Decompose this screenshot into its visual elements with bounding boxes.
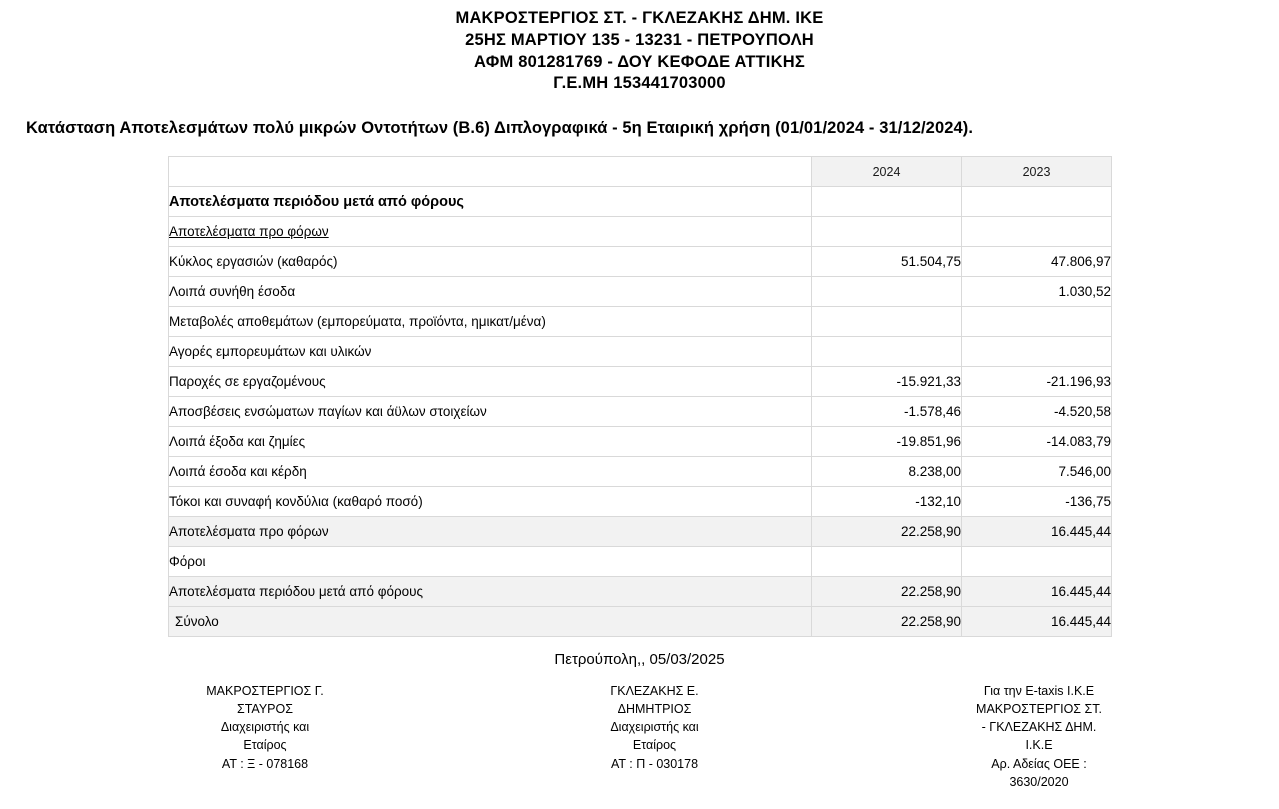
company-name: ΜΑΚΡΟΣΤΕΡΓΙΟΣ ΣΤ. - ΓΚΛΕΖΑΚΗΣ ΔΗΜ. ΙΚΕ [455, 9, 824, 27]
signature-block-right [929, 682, 1149, 791]
table-row [169, 307, 1112, 337]
row-label: Αποτελέσματα περιόδου μετά από φόρους [169, 187, 812, 217]
row-label: Μεταβολές αποθεμάτων (εμπορεύματα, προϊόντα, ημικατ/μένα) [169, 307, 812, 337]
company-tax-info: ΑΦΜ 801281769 - ΔΟΥ ΚΕΦΟΔΕ ΑΤΤΙΚΗΣ [474, 52, 805, 71]
row-label: Παροχές σε εργαζομένους [169, 367, 812, 397]
column-header-year-2024: 2024 [812, 157, 962, 187]
row-label: Σύνολο [169, 607, 812, 637]
accountant-firm-line3: - ΓΚΛΕΖΑΚΗΣ ΔΗΜ. [981, 720, 1097, 735]
company-header [0, 0, 1279, 95]
company-gemi: Γ.Ε.ΜΗ 153441703000 [553, 74, 726, 93]
accountant-firm-line4: I.K.E [1025, 738, 1053, 753]
signatory-role-line1: Διαχειριστής και [610, 720, 699, 735]
row-value-2024: -1.578,46 [812, 397, 962, 427]
signatory-role-line2: Εταίρος [632, 738, 677, 753]
table-row [169, 517, 1112, 547]
row-value-2023: 1.030,52 [962, 277, 1112, 307]
row-label: Αποτελέσματα προ φόρων [169, 517, 812, 547]
column-header-label [169, 157, 812, 187]
table-row [169, 277, 1112, 307]
row-value-2024: -15.921,33 [812, 367, 962, 397]
table-header-row [169, 157, 1112, 187]
row-label: Λοιπά έσοδα και κέρδη [169, 457, 812, 487]
table-row [169, 487, 1112, 517]
table-row [169, 217, 1112, 247]
row-label: Αποτελέσματα περιόδου μετά από φόρους [169, 577, 812, 607]
table-row [169, 187, 1112, 217]
signatory-name-line2: ΔΗΜΗΤΡΙΟΣ [617, 702, 692, 717]
row-value-2023 [962, 337, 1112, 367]
row-label: Κύκλος εργασιών (καθαρός) [169, 247, 812, 277]
row-value-2023: -4.520,58 [962, 397, 1112, 427]
accountant-license-label: Αρ. Αδείας ΟΕΕ : [991, 756, 1087, 771]
row-label: Αγορές εμπορευμάτων και υλικών [169, 337, 812, 367]
row-value-2024: 51.504,75 [812, 247, 962, 277]
signatory-name-line2: ΣΤΑΥΡΟΣ [237, 702, 293, 717]
financial-table-wrapper [0, 156, 1279, 637]
signatory-role-line2: Εταίρος [243, 738, 287, 753]
row-value-2023 [962, 217, 1112, 247]
table-row [169, 547, 1112, 577]
row-value-2023: -14.083,79 [962, 427, 1112, 457]
table-body [169, 187, 1112, 637]
row-label: Τόκοι και συναφή κονδύλια (καθαρό ποσό) [169, 487, 812, 517]
row-value-2023: 7.546,00 [962, 457, 1112, 487]
row-value-2024 [812, 187, 962, 217]
financial-table [168, 156, 1112, 637]
accountant-license-number: 3630/2020 [1009, 774, 1069, 789]
row-label: Λοιπά έξοδα και ζημίες [169, 427, 812, 457]
signatory-name-line1: ΜΑΚΡΟΣΤΕΡΓΙΟΣ Γ. [206, 684, 324, 699]
table-row [169, 247, 1112, 277]
column-header-year-2023: 2023 [962, 157, 1112, 187]
row-value-2024: -132,10 [812, 487, 962, 517]
row-value-2024: 22.258,90 [812, 517, 962, 547]
place-and-date: Πετρούπολη,, 05/03/2025 [554, 651, 725, 669]
table-row [169, 577, 1112, 607]
signature-block-center [540, 682, 770, 791]
row-value-2023: -136,75 [962, 487, 1112, 517]
signatory-name-line1: ΓΚΛΕΖΑΚΗΣ Ε. [610, 684, 699, 699]
row-value-2023: 16.445,44 [962, 577, 1112, 607]
company-address: 25ΗΣ ΜΑΡΤΙΟΥ 135 - 13231 - ΠΕΤΡΟΥΠΟΛΗ [465, 30, 814, 49]
row-value-2024: -19.851,96 [812, 427, 962, 457]
row-value-2023: 16.445,44 [962, 517, 1112, 547]
table-row [169, 337, 1112, 367]
row-value-2024 [812, 337, 962, 367]
row-value-2024: 8.238,00 [812, 457, 962, 487]
statement-title: Κατάσταση Αποτελεσμάτων πολύ μικρών Οντοτήτων (Β.6) Διπλογραφικά - 5η Εταιρική χρήση (01/01/2024 - 31/12/2024). [26, 119, 974, 138]
table-row [169, 367, 1112, 397]
row-value-2024: 22.258,90 [812, 607, 962, 637]
row-label: Φόροι [169, 547, 812, 577]
row-value-2023 [962, 187, 1112, 217]
table-row [169, 607, 1112, 637]
row-label: Αποτελέσματα προ φόρων [169, 217, 812, 247]
row-value-2024 [812, 277, 962, 307]
accountant-firm-line2: ΜΑΚΡΟΣΤΕΡΓΙΟΣ ΣΤ. [976, 702, 1102, 717]
row-value-2024 [812, 547, 962, 577]
row-value-2023 [962, 547, 1112, 577]
table-row [169, 427, 1112, 457]
row-value-2023: 16.445,44 [962, 607, 1112, 637]
signature-block-left [150, 682, 380, 791]
row-label: Λοιπά συνήθη έσοδα [169, 277, 812, 307]
signatures-section [0, 682, 1279, 791]
table-row [169, 457, 1112, 487]
table-row [169, 397, 1112, 427]
signatory-id: ΑΤ : Π - 030178 [610, 756, 699, 771]
row-value-2024 [812, 217, 962, 247]
signatory-id: ΑΤ : Ξ - 078168 [221, 756, 309, 771]
row-label: Αποσβέσεις ενσώματων παγίων και άϋλων στοιχείων [169, 397, 812, 427]
row-value-2023: 47.806,97 [962, 247, 1112, 277]
row-value-2023: -21.196,93 [962, 367, 1112, 397]
row-value-2024 [812, 307, 962, 337]
row-value-2023 [962, 307, 1112, 337]
row-value-2024: 22.258,90 [812, 577, 962, 607]
signatory-role-line1: Διαχειριστής και [220, 720, 310, 735]
accountant-firm-line1: Για την E-taxis I.K.E [983, 684, 1095, 699]
